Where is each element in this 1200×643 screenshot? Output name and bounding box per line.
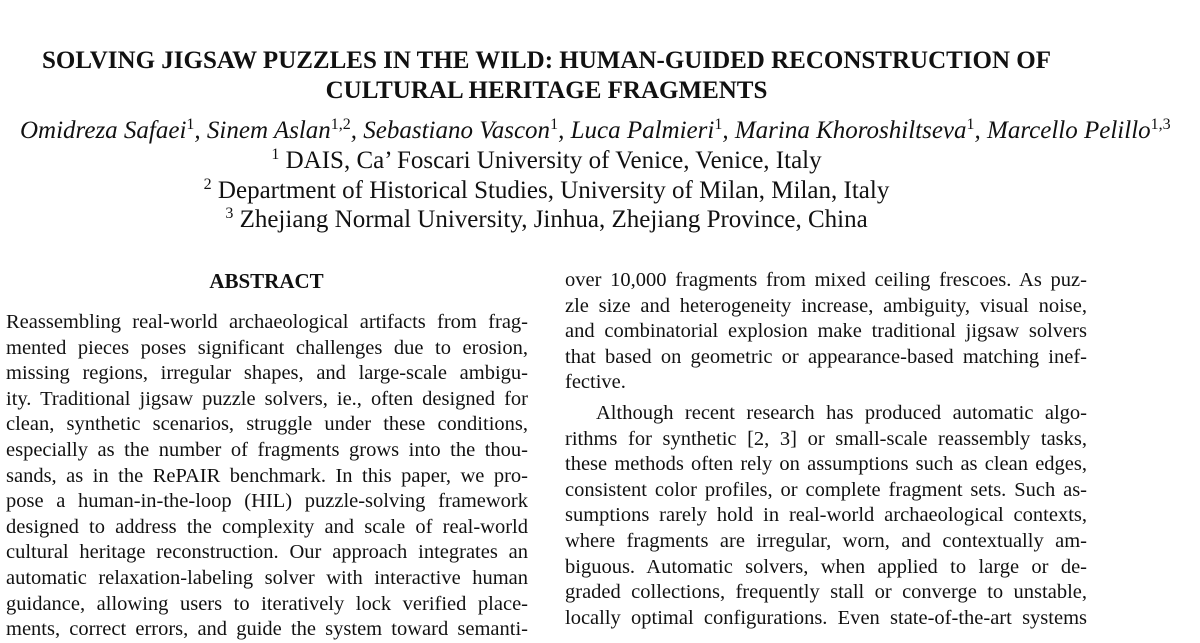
affiliation <box>0 176 1093 206</box>
author-separator: , <box>974 117 988 144</box>
text-line: and combinatorial explosion make traditional jigsaw solvers <box>565 320 1087 343</box>
text-line: consistent color profiles, or complete fragment sets. Such as- <box>565 478 1087 501</box>
author-name: Luca Palmieri <box>570 117 715 144</box>
text-line: missing regions, irregular shapes, and large-scale ambigu- <box>6 362 528 385</box>
affiliation-text: Zhejiang Normal University, Jinhua, Zhejiang Province, China <box>233 206 868 233</box>
text-line: zle size and heterogeneity increase, ambiguity, visual noise, <box>565 294 1087 317</box>
text-line: biguous. Automatic solvers, when applied to large or de- <box>565 555 1087 578</box>
author <box>987 117 1171 144</box>
paper-title <box>0 46 1093 106</box>
abstract-body <box>6 310 528 643</box>
author-list <box>20 117 1200 145</box>
text-line: graded collections, frequently stall or converge to unstable, <box>565 581 1087 604</box>
author <box>20 117 207 144</box>
text-line: designed to address the complexity and scale of real-world <box>6 515 528 538</box>
author-affiliation-mark: 1 <box>714 116 723 133</box>
affiliation-mark: 2 <box>203 175 212 193</box>
author <box>735 117 987 144</box>
abstract-heading: ABSTRACT <box>209 269 324 293</box>
author-name: Marcello Pelillo <box>987 117 1151 144</box>
text-line: fective. <box>565 371 626 394</box>
title-line: SOLVING JIGSAW PUZZLES IN THE WILD: HUMAN-GUIDED RECONSTRUCTION OF <box>42 47 1051 74</box>
introduction-body <box>565 268 1087 631</box>
text-line: Although recent research has produced automatic algo- <box>596 401 1087 424</box>
author-affiliation-mark: 1 <box>966 116 975 133</box>
text-line: where fragments are irregular, worn, and contextually am- <box>565 529 1087 552</box>
affiliation <box>0 205 1093 235</box>
text-line: ity. Traditional jigsaw puzzle solvers, ie., often designed for <box>6 387 528 410</box>
affiliation-mark: 3 <box>225 205 234 222</box>
author-separator: , <box>722 117 735 144</box>
text-line: sumptions rarely hold in real-world archaeological contexts, <box>565 504 1087 527</box>
author-separator: , <box>350 117 364 144</box>
text-line: over 10,000 fragments from mixed ceiling frescoes. As puz- <box>565 269 1087 291</box>
author <box>363 117 570 144</box>
author-affiliation-mark: 1,2 <box>330 116 351 133</box>
text-line: Reassembling real-world archaeological artifacts from frag- <box>6 311 528 333</box>
author <box>571 117 735 144</box>
text-line: cultural heritage reconstruction. Our approach integrates an <box>6 541 528 564</box>
text-line: automatic relaxation-labeling solver with interactive human <box>6 566 528 589</box>
author-separator: , <box>194 117 207 144</box>
affiliation <box>0 146 1093 176</box>
title-line: CULTURAL HERITAGE FRAGMENTS <box>325 77 768 104</box>
author-name: Marina Khoroshiltseva <box>734 117 967 144</box>
author-affiliation-mark: 1,3 <box>1150 116 1171 133</box>
author-affiliation-mark: 1 <box>550 116 559 133</box>
author <box>207 117 363 144</box>
text-line: clean, synthetic scenarios, struggle under these conditions, <box>6 413 528 436</box>
text-line: guidance, allowing users to iteratively lock verified place- <box>6 592 528 615</box>
text-line: sands, as in the RePAIR benchmark. In this paper, we pro- <box>6 464 528 487</box>
author-separator: , <box>558 117 571 144</box>
author-name: Omidreza Safaei <box>20 117 187 144</box>
text-line: that based on geometric or appearance-based matching inef- <box>565 345 1087 368</box>
author-affiliation-mark: 1 <box>186 116 195 133</box>
text-line: these methods often rely on assumptions such as clean edges, <box>565 453 1087 476</box>
author-name: Sebastiano Vascon <box>363 117 551 144</box>
text-line: rithms for synthetic [2, 3] or small-scale reassembly tasks, <box>565 427 1087 450</box>
affiliation-text: DAIS, Ca’ Foscari University of Venice, Venice, Italy <box>279 147 822 174</box>
affiliation-text: Department of Historical Studies, University of Milan, Milan, Italy <box>211 176 890 204</box>
text-line: ments, correct errors, and guide the system toward semanti- <box>6 618 528 641</box>
author-name: Sinem Aslan <box>206 117 331 144</box>
text-line: especially as the number of fragments grows into the thou- <box>6 438 528 461</box>
text-line: pose a human-in-the-loop (HIL) puzzle-solving framework <box>6 490 528 513</box>
affiliation-mark: 1 <box>271 146 280 163</box>
text-line: mented pieces poses significant challenges due to erosion, <box>6 336 528 359</box>
affiliation-list <box>0 146 1093 235</box>
text-line: locally optimal configurations. Even state-of-the-art systems <box>565 606 1087 629</box>
